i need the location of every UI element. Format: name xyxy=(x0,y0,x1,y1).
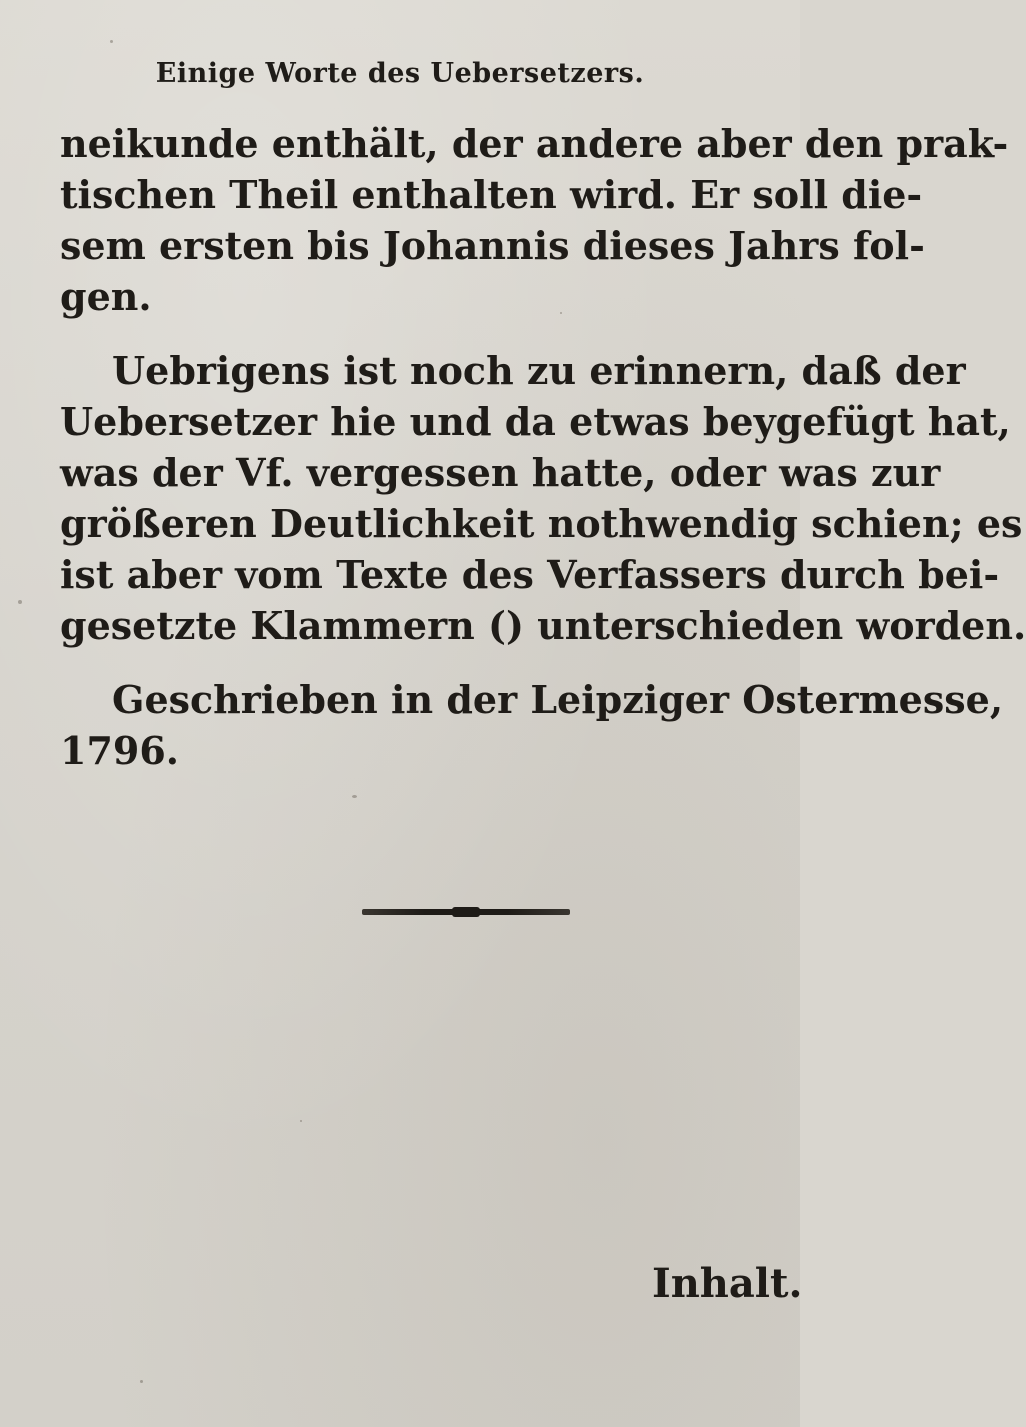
paragraph-gap xyxy=(60,322,800,345)
text-line: was der Vf. vergessen hatte, oder was zur xyxy=(60,450,941,495)
paper-speck xyxy=(352,795,357,798)
running-head: Einige Worte des Uebersetzers. xyxy=(155,58,645,89)
paper-speck xyxy=(140,1380,143,1383)
text-line: ist aber vom Texte des Verfassers durch bei- xyxy=(60,552,1000,597)
text-line: 1796. xyxy=(60,728,179,773)
text-line: gesetzte Klammern () unterschieden worden. xyxy=(60,603,1026,648)
text-line: gen. xyxy=(60,274,152,319)
text-line: sem ersten bis Johannis dieses Jahrs fol- xyxy=(60,223,925,268)
paper-speck xyxy=(110,40,113,43)
text-line: Geschrieben in der Leipziger Ostermesse, xyxy=(112,677,1004,722)
text-line: Uebrigens ist noch zu erinnern, daß der xyxy=(112,348,966,393)
paper-speck xyxy=(300,1120,302,1122)
ornament-rule xyxy=(362,909,570,915)
text-line: Uebersetzer hie und da etwas beygefügt hat, xyxy=(60,399,1011,444)
paper-speck xyxy=(18,600,22,604)
text-line: neikunde enthält, der andere aber den prak- xyxy=(60,121,1009,166)
paragraph-gap xyxy=(60,651,800,674)
text-line: tischen Theil enthalten wird. Er soll die- xyxy=(60,172,923,217)
text-line: größeren Deutlichkeit nothwendig schien; es xyxy=(60,501,1023,546)
page-body xyxy=(60,118,1026,776)
catchword: Inhalt. xyxy=(652,1260,803,1307)
